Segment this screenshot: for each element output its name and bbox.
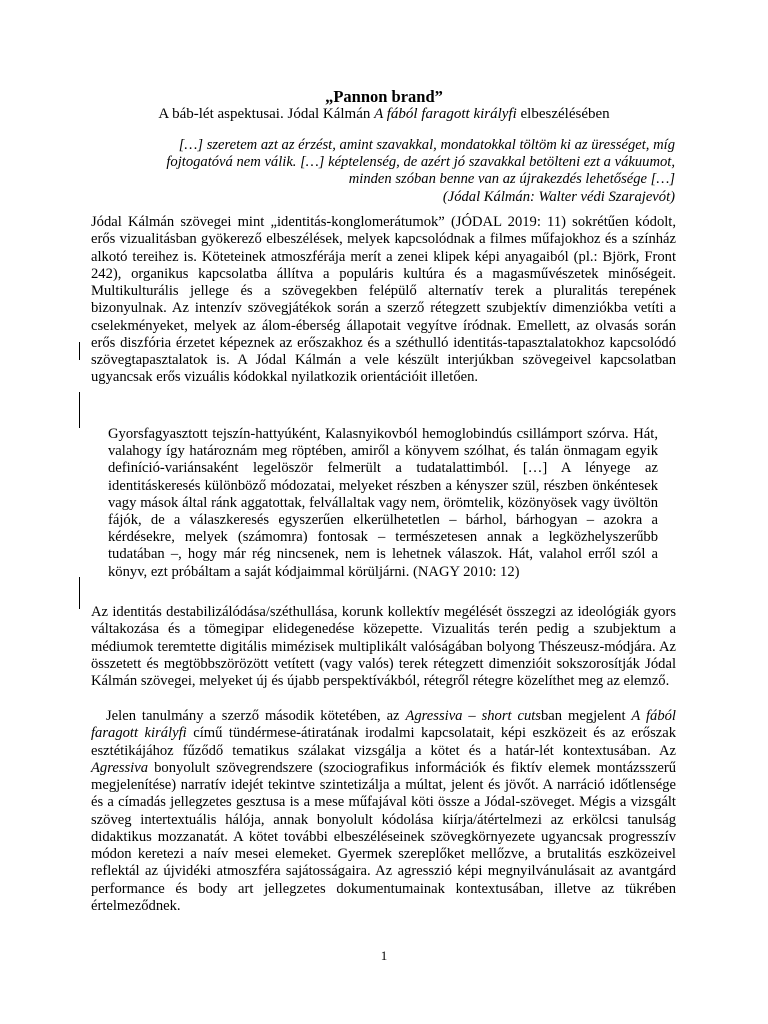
page-number: 1 bbox=[380, 948, 388, 963]
epigraph-line: minden szóban benne van az újrakezdés lehetősége […] bbox=[348, 171, 675, 188]
epigraph bbox=[92, 137, 675, 206]
page-title: „Pannon brand” bbox=[325, 87, 443, 106]
epigraph-line: […] szeretem azt az érzést, amint szavakkal, mondatokkal töltöm ki az ürességet, míg bbox=[178, 137, 675, 153]
text-run: ban megjelent bbox=[541, 708, 632, 724]
book-title-short: Agressiva bbox=[91, 759, 149, 776]
revision-mark bbox=[79, 342, 80, 360]
body-paragraph-2: Az identitás destabilizálódása/széthullása, korunk kollektív megélését összegzi az ideológiák gyors váltakozása és a tömegipar elidegenedése közepette. Vizualitás terén pedig a szubjektum a médiumok teremtette digitális mimézisek multiplikált valóságában bolyong Thészeusz-módjára. Az összetett és megtöbbszörözött vetített (vagy valós) terek rétegzett dimenzióit sokszorosítják Jódal Kálmán szövegei, melyeket új és újabb perspektívákból, rétegről rétegre közelíthet meg az elemző. bbox=[91, 604, 676, 689]
revision-mark bbox=[79, 577, 80, 609]
subtitle-suffix: elbeszélésében bbox=[516, 106, 610, 122]
body-paragraph-1: Jódal Kálmán szövegei mint „identitás-konglomerátumok” (JÓDAL 2019: 11) sokrétűen kódolt, erős vizualitásban gyökerező elbeszélések, melyek kapcsolódnak a filmes műfajokhoz és a színház alkotó tereihez is. Köteteinek atmoszférája merít a zenei klipek képi anyagaiból (pl.: Björk, Front 242), organikus kapcsolatba állítva a populáris kultúra és a magasművészetek minőségeit. Multikulturális jellege és a szövegekben felépülő alternatív terek a pluralitás terepének bizonyulnak. Az intenzív szövegjátékok során a szerző rétegzett szubjektív dimenziókba vetíti a cselekményeket, melyek az álom-éberség állapotait vegyítve íródnak. Emellett, az olvasás során erős diszfória érzetet képeznek az erőszakhoz és a széthulló identitás-tapasztalatokhoz kapcsolódó szövegtapasztalatok is. A Jódal Kálmán a vele készült interjúkban szövegeivel kapcsolatban ugyancsak erős vizuális kódokkal nyilatkozik orientációit illetően. bbox=[91, 214, 676, 386]
revision-mark bbox=[79, 392, 80, 428]
subtitle-prefix: A báb-lét aspektusai. Jódal Kálmán bbox=[158, 106, 375, 122]
page-subtitle bbox=[0, 106, 768, 123]
book-title: Agressiva – short cuts bbox=[405, 708, 541, 724]
epigraph-line: fojtogatóvá nem válik. […] képtelenség, de azért jó szavakkal betölteni ezt a vákuumot, bbox=[166, 154, 675, 171]
subtitle-work-title: A fából faragott királyfi bbox=[374, 106, 517, 122]
epigraph-attribution: (Jódal Kálmán: Walter védi Szarajevót) bbox=[442, 188, 675, 205]
text-run: című tündérmese-átiratának irodalmi kapcsolatait, képi eszközeit és az erőszak esztétikájához fűződő tematikus szálakat vizsgálja a kötet és a határ-lét kontextusában. Az bbox=[91, 725, 676, 759]
text-run: Jelen tanulmány a szerző második kötetében, az bbox=[106, 708, 406, 724]
story-title: A fából faragott királyfi bbox=[91, 708, 676, 742]
body-paragraph-3 bbox=[91, 708, 676, 915]
text-run: bonyolult szövegrendszere (szociografikus információk és fiktív elemek montázsszerű megjelenítése) narratív idejét tekintve szintetizálja a múltat, jelent és jövőt. A narráció időtlensége és a címadás jellegzetes gesztusa is a mese műfajával köti össze a Jódal-szöveget. Mégis a vizsgált szöveg intertextuális hálója, annak bonyolult kódolása kiírja/átértelmezi az erkölcsi tanulság didaktikus mozzanatát. A kötet további elbeszéléseinek szövegkörnyezete ugyancsak progresszív módon keretezi a naív mesei elemeket. Gyermek szereplőket mellőzve, a brutalitás eszközeivel reflektál az újvidéki atmoszféra sajátosságaira. Az agresszió képi megnyilvánulásait az avantgárd performance és body art jellegzetes dokumentumainak kontextusában, illetve az tükrében értelmeződnek. bbox=[91, 759, 676, 914]
block-quote: Gyorsfagyasztott tejszín-hattyúként, Kalasnyikovból hemoglobindús csillámport szórva. Hát, valahogy így határoznám meg röptében, amiről a könyvem szólhat, és talán önmagam egyik definíció-variánsaként legelöször felmerült a tudatalattimból. […] A lényege az identitáskeresés különböző módozatai, melyeket részben a kényszer szül, részben önkéntesek vagy mások által ránk aggatottak, felvállaltak vagy nem, örömtelik, közönyösek vagy üvöltön fájók, de a válaszkeresés egyszerűen elkerülhetetlen – bárhol, bárhogyan – azokra a kérdésekre, melyek (számomra) fontosak – természetesen annak a legközhelyszerűbb tudatában –, hogy már rég nincsenek, nem is lehetnek válaszok. Hát, valahol erről szól a könyv, ezt próbáltam a saját kódjaimmal körüljárni. (NAGY 2010: 12) bbox=[108, 426, 658, 580]
